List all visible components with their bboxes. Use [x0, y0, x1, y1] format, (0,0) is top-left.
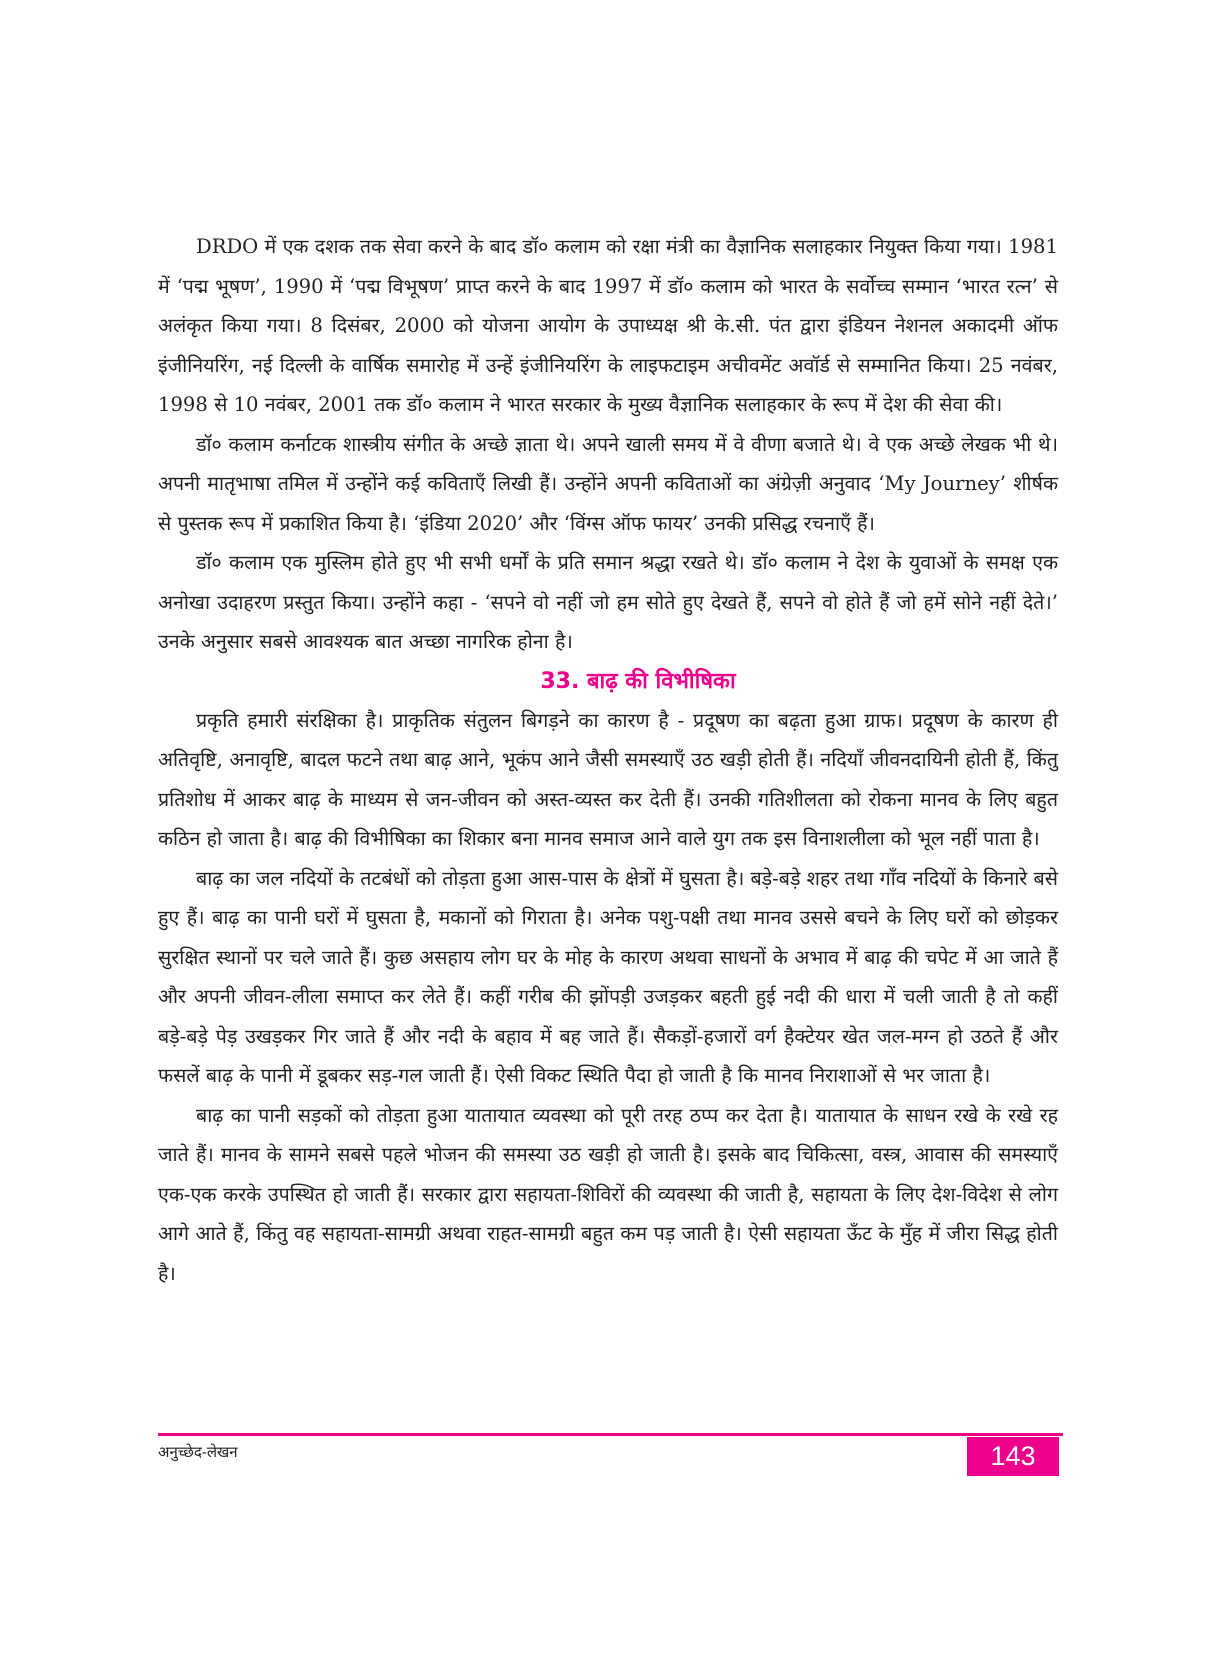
paragraph-flood-relief: बाढ़ का पानी सड़कों को तोड़ता हुआ यातायात व्यवस्था को पूरी तरह ठप्प कर देता है। यातायात के साधन रखे के रखे रह जाते हैं। मानव के सामने सबसे पहले भोजन की समस्या उठ खड़ी हो जाती है। इसके बाद चिकित्सा, वस्त्र, आवास की समस्याएँ एक-एक करके उपस्थित हो जाती हैं। सरकार द्वारा सहायता-शिविरों की व्यवस्था की जाती है, सहायता के लिए देश-विदेश से लोग आगे आते हैं, किंतु वह सहायता-सामग्री अथवा राहत-सामग्री बहुत कम पड़ जाती है। ऐसी सहायता ऊँट के मुँह में जीरा सिद्ध होती है।	[158, 1103, 1058, 1285]
footer-section-label: अनुच्छेद-लेखन	[158, 1443, 238, 1461]
footer-divider	[158, 1433, 1063, 1436]
page-number-badge: 143	[967, 1437, 1059, 1476]
paragraph-drdo-career: DRDO में एक दशक तक सेवा करने के बाद डॉ० कलाम को रक्षा मंत्री का वैज्ञानिक सलाहकार नियुक्त किया गया। 1981 में ‘पद्म भूषण’, 1990 में ‘पद्म विभूषण’ प्राप्त करने के बाद 1997 में डॉ० कलाम को भारत के सर्वोच्च सम्मान ‘भारत रत्न’ से अलंकृत किया गया। 8 दिसंबर, 2000 को योजना आयोग के उपाध्यक्ष श्री के.सी. पंत द्वारा इंडियन नेशनल अकादमी ऑफ इंजीनियरिंग, नई दिल्ली के वार्षिक समारोह में उन्हें इंजीनियरिंग के लाइफटाइम अचीवमेंट अवॉर्ड से सम्मानित किया। 25 नवंबर, 1998 से 10 नवंबर, 2001 तक डॉ० कलाम ने भारत सरकार के मुख्य वैज्ञानिक सलाहकार के रूप में देश की सेवा की।	[158, 235, 1058, 416]
section-heading: 33. बाढ़ की विभीषिका	[540, 668, 736, 694]
page-body	[158, 227, 1058, 1293]
paragraph-beliefs-dreams: डॉ० कलाम एक मुस्लिम होते हुए भी सभी धर्मों के प्रति समान श्रद्धा रखते थे। डॉ० कलाम ने देश के युवाओं के समक्ष एक अनोखा उदाहरण प्रस्तुत किया। उन्होंने कहा - ‘सपने वो नहीं जो हम सोते हुए देखते हैं, सपने वो होते हैं जो हमें सोने नहीं देते।’ उनके अनुसार सबसे आवश्यक बात अच्छा नागरिक होना है।	[158, 551, 1058, 653]
paragraph-music-writing: डॉ० कलाम कर्नाटक शास्त्रीय संगीत के अच्छे ज्ञाता थे। अपने खाली समय में वे वीणा बजाते थे। वे एक अच्छे लेखक भी थे। अपनी मातृभाषा तमिल में उन्होंने कई कविताएँ लिखी हैं। उन्होंने अपनी कविताओं का अंग्रेज़ी अनुवाद ‘My Journey’ शीर्षक से पुस्तक रूप में प्रकाशित किया है। ‘इंडिया 2020’ और ‘विंग्स ऑफ फायर’ उनकी प्रसिद्ध रचनाएँ हैं।	[158, 432, 1058, 535]
paragraph-flood-intro: प्रकृति हमारी संरक्षिका है। प्राकृतिक संतुलन बिगड़ने का कारण है - प्रदूषण का बढ़ता हुआ ग्राफ। प्रदूषण के कारण ही अतिवृष्टि, अनावृष्टि, बादल फटने तथा बाढ़ आने, भूकंप आने जैसी समस्याएँ उठ खड़ी होती हैं। नदियाँ जीवनदायिनी होती हैं, किंतु प्रतिशोध में आकर बाढ़ के माध्यम से जन-जीवन को अस्त-व्यस्त कर देती हैं। उनकी गतिशीलता को रोकना मानव के लिए बहुत कठिन हो जाता है। बाढ़ की विभीषिका का शिकार बना मानव समाज आने वाले युग तक इस विनाशलीला को भूल नहीं पाता है।	[158, 708, 1058, 850]
paragraph-flood-damage: बाढ़ का जल नदियों के तटबंधों को तोड़ता हुआ आस-पास के क्षेत्रों में घुसता है। बड़े-बड़े शहर तथा गाँव नदियों के किनारे बसे हुए हैं। बाढ़ का पानी घरों में घुसता है, मकानों को गिराता है। अनेक पशु-पक्षी तथा मानव उससे बचने के लिए घरों को छोड़कर सुरक्षित स्थानों पर चले जाते हैं। कुछ असहाय लोग घर के मोह के कारण अथवा साधनों के अभाव में बाढ़ की चपेट में आ जाते हैं और अपनी जीवन-लीला समाप्त कर लेते हैं। कहीं गरीब की झोंपड़ी उजड़कर बहती हुई नदी की धारा में चली जाती है तो कहीं बड़े-बड़े पेड़ उखड़कर गिर जाते हैं और नदी के बहाव में बह जाते हैं। सैकड़ों-हजारों वर्ग हैक्टेयर खेत जल-मग्न हो उठते हैं और फसलें बाढ़ के पानी में डूबकर सड़-गल जाती हैं। ऐसी विकट स्थिति पैदा हो जाती है कि मानव निराशाओं से भर जाता है।	[158, 866, 1058, 1087]
